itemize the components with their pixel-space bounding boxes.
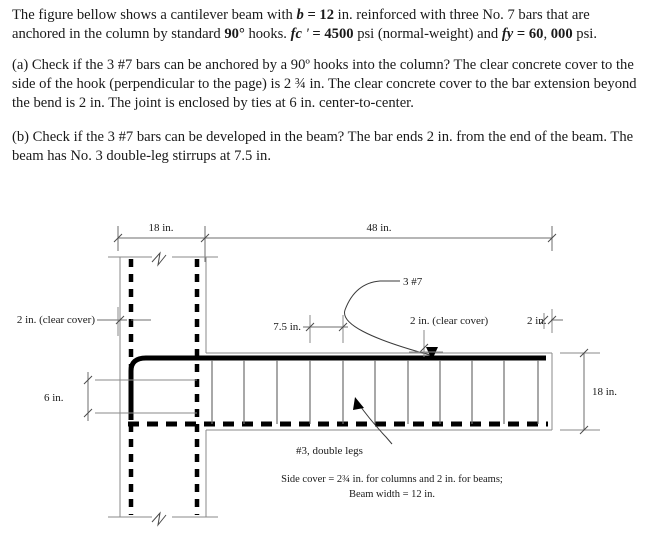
dim-label-hook-extension: 6 in. xyxy=(44,392,64,404)
column-tie-bars xyxy=(131,259,197,515)
beam-outline xyxy=(206,353,552,430)
intro-segment-12: fy xyxy=(501,26,514,43)
left-cover-leader xyxy=(97,307,151,336)
intro-segment-1: b xyxy=(296,7,304,23)
label-top-clear-cover: 2 in. (clear cover) xyxy=(410,315,489,327)
intro-segment-7: fc xyxy=(290,26,302,43)
dim-label-column-width: 18 in. xyxy=(148,222,174,234)
intro-segment-13: = xyxy=(513,26,529,43)
beam-column-figure xyxy=(0,205,653,537)
dim-label-beam-length: 48 in. xyxy=(366,222,392,234)
intro-segment-17: psi. xyxy=(572,26,597,43)
label-3-no7-bars: 3 #7 xyxy=(403,276,423,288)
intro-segment-6: hooks. xyxy=(244,26,291,43)
intro-segment-16: 000 xyxy=(550,26,573,43)
note-beam-width: Beam width = 12 in. xyxy=(348,489,436,500)
rebar-3-no7-with-hook xyxy=(131,358,546,420)
hook-extension-dimension xyxy=(84,372,197,421)
intro-segment-0: The figure bellow shows a cantilever beam with xyxy=(12,7,297,23)
intro-segment-14: 60 xyxy=(528,26,544,43)
note-side-cover: Side cover = 2¾ in. for columns and 2 in. for beams; xyxy=(281,474,503,485)
intro-segment-4: in. reinforced with three No. 7 bars that are anchored in the column by standard xyxy=(12,7,590,43)
intro-segment-8: ' xyxy=(301,26,309,43)
dim-label-stirrup-spacing: 7.5 in. xyxy=(273,321,301,333)
stirrup-leader xyxy=(353,397,392,444)
dim-label-beam-depth: 18 in. xyxy=(592,386,618,398)
intro-segment-10: 4500 xyxy=(324,26,354,43)
stirrup-spacing-dimension xyxy=(303,315,348,343)
intro-segment-2: = xyxy=(303,7,320,23)
label-bar-end-distance: 2 in. xyxy=(527,315,547,327)
intro-segment-5: 90° xyxy=(224,26,245,43)
problem-statement xyxy=(12,6,644,180)
intro-segment-3: 12 xyxy=(319,7,335,23)
column-outline xyxy=(108,253,218,525)
intro-segment-9: = xyxy=(308,26,325,43)
stirrup-legs xyxy=(212,360,538,424)
intro-rich-text xyxy=(12,7,597,42)
label-left-clear-cover: 2 in. (clear cover) xyxy=(16,314,95,326)
problem-intro-paragraph xyxy=(12,6,644,44)
intro-segment-11: psi (normal-weight) and xyxy=(353,26,502,43)
problem-part-b: (b) Check if the 3 #7 bars can be developed in the beam? The bar ends 2 in. from the end of the beam. The beam has No. 3 double-leg stirrups at 7.5 in. xyxy=(12,128,634,164)
figure-svg xyxy=(0,205,653,537)
problem-part-a: (a) Check if the 3 #7 bars can be anchored by a 90º hooks into the column? The clear concrete cover to the side of the hook (perpendicular to the page) is 2 ¾ in. The clear concrete cover to the bar extension beyond the bend is 2 in. The joint is enclosed by ties at 6 in. center-to-center. xyxy=(12,57,637,112)
label-stirrup-callout: #3, double legs xyxy=(296,445,363,457)
intro-segment-15: , xyxy=(543,26,551,43)
